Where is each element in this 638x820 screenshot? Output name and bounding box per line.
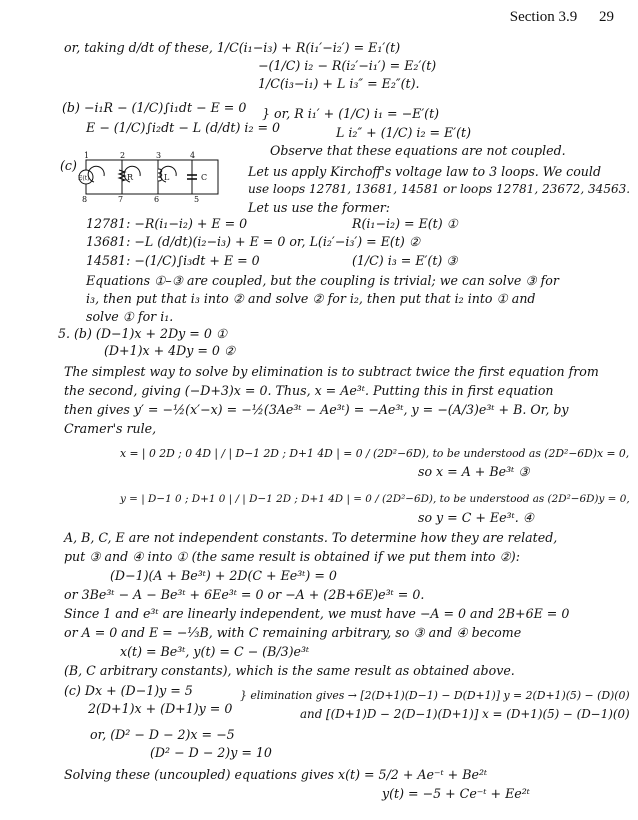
text-line: and [(D+1)D − 2(D−1)(D+1)] x = (D+1)(5) − (D−1)(0) <box>300 707 630 721</box>
text-line: L i₂″ + (1/C) i₂ = E′(t) <box>336 125 472 140</box>
text-line: (D+1)x + 4Dy = 0 ② <box>104 343 236 358</box>
text-line: x(t) = Be³ᵗ, y(t) = C − (B/3)e³ᵗ <box>120 644 310 659</box>
source-label: E(t) <box>78 175 90 182</box>
resistor-label: R <box>127 173 134 182</box>
text-line: Cramer's rule, <box>64 421 157 436</box>
text-line: (D² − D − 2)y = 10 <box>150 745 272 760</box>
node-label: 4 <box>190 151 196 160</box>
text-line: 14581: −(1/C)∫i₃dt + E = 0 <box>86 253 260 268</box>
text-line: use loops 12781, 13681, 14581 or loops 12781, 23672, 34563. <box>248 182 631 196</box>
text-line: then gives y′ = −½(x′−x) = −½(3Ae³ᵗ − Ae³ᵗ) = −Ae³ᵗ, y = −(A/3)e³ᵗ + B. Or, by <box>64 402 569 417</box>
node-label: 8 <box>82 195 88 202</box>
text-line: or, (D² − D − 2)x = −5 <box>90 727 235 742</box>
text-line: i₃, then put that i₃ into ② and solve ② for i₂, then put that i₂ into ① and <box>86 291 536 306</box>
text-line: so y = C + Ee³ᵗ. ④ <box>418 510 535 525</box>
text-line: put ③ and ④ into ① (the same result is obtained if we put them into ②): <box>64 549 520 564</box>
text-line: E − (1/C)∫i₂dt − L (d/dt) i₂ = 0 <box>86 120 281 135</box>
inductor-label: L <box>164 173 170 182</box>
text-line: Equations ①–③ are coupled, but the coupling is trivial; we can solve ③ for <box>86 273 559 288</box>
text-line: Let us apply Kirchoff's voltage law to 3 loops. We could <box>248 164 602 179</box>
node-label: 6 <box>154 195 160 202</box>
text-line: The simplest way to solve by elimination is to subtract twice the first equation from <box>64 364 599 379</box>
text-line: 2(D+1)x + (D+1)y = 0 <box>88 701 233 716</box>
text-line: Since 1 and e³ᵗ are linearly independent, we must have −A = 0 and 2B+6E = 0 <box>64 606 570 621</box>
text-line: (B, C arbitrary constants), which is the same result as obtained above. <box>64 663 515 678</box>
text-line: the second, giving (−D+3)x = 0. Thus, x = Ae³ᵗ. Putting this in first equation <box>64 383 554 398</box>
text-line: x = | 0 2D ; 0 4D | / | D−1 2D ; D+1 4D | = 0 / (2D²−6D), to be understood as (2D²−6D)x = 0, <box>120 447 630 460</box>
section-label: Section 3.9 <box>509 9 578 25</box>
text-line: −(1/C) i₂ − R(i₂′−i₁′) = E₂′(t) <box>258 58 437 73</box>
text-line: y = | D−1 0 ; D+1 0 | / | D−1 2D ; D+1 4D | = 0 / (2D²−6D), to be understood as (2D²−6D)y = 0, <box>120 493 630 505</box>
text-line: (b) −i₁R − (1/C)∫i₁dt − E = 0 <box>62 100 247 115</box>
text-line: y(t) = −5 + Ce⁻ᵗ + Ee²ᵗ <box>382 786 530 801</box>
text-line: or, taking d/dt of these, 1/C(i₁−i₃) + R(i₁′−i₂′) = E₁′(t) <box>64 40 401 55</box>
node-label: 5 <box>194 195 200 202</box>
node-label: 3 <box>156 151 162 160</box>
text-line: Observe that these equations are not coupled. <box>270 143 566 158</box>
capacitor-label: C <box>201 173 208 182</box>
circuit-diagram <box>74 150 224 202</box>
page-number: 29 <box>599 9 614 25</box>
text-line: (D−1)(A + Be³ᵗ) + 2D(C + Ee³ᵗ) = 0 <box>110 568 337 583</box>
text-line: } elimination gives → [2(D+1)(D−1) − D(D+1)] y = 2(D+1)(5) − (D)(0) <box>240 689 630 702</box>
text-line: 12781: −R(i₁−i₂) + E = 0 <box>86 216 248 231</box>
text-line: or 3Be³ᵗ − A − Be³ᵗ + 6Ee³ᵗ = 0 or −A + (2B+6E)e³ᵗ = 0. <box>64 587 425 602</box>
text-line: so x = A + Be³ᵗ ③ <box>418 464 530 479</box>
text-line: } or, R i₁′ + (1/C) i₁ = −E′(t) <box>262 106 440 121</box>
text-line: Solving these (uncoupled) equations gives x(t) = 5/2 + Ae⁻ᵗ + Be²ᵗ <box>64 767 488 782</box>
node-label: 1 <box>84 151 90 160</box>
text-line: or A = 0 and E = −⅓B, with C remaining arbitrary, so ③ and ④ become <box>64 625 522 640</box>
text-line: (1/C) i₃ = E′(t) ③ <box>352 253 458 268</box>
text-line: A, B, C, E are not independent constants. To determine how they are related, <box>64 530 558 545</box>
text-line: (c) <box>60 158 77 173</box>
node-label: 2 <box>120 151 126 160</box>
text-line: 1/C(i₃−i₁) + L i₃″ = E₂″(t). <box>258 76 420 91</box>
text-line: 5. (b) (D−1)x + 2Dy = 0 ① <box>58 326 228 341</box>
running-header <box>492 9 614 26</box>
text-line: solve ① for i₁. <box>86 309 174 324</box>
text-line: (c) Dx + (D−1)y = 5 <box>64 683 193 698</box>
text-line: 13681: −L (d/dt)(i₂−i₃) + E = 0 or, L(i₂′−i₃′) = E(t) ② <box>86 234 421 249</box>
text-line: R(i₁−i₂) = E(t) ① <box>352 216 458 231</box>
text-line: Let us use the former: <box>248 200 391 215</box>
node-label: 7 <box>118 195 124 202</box>
